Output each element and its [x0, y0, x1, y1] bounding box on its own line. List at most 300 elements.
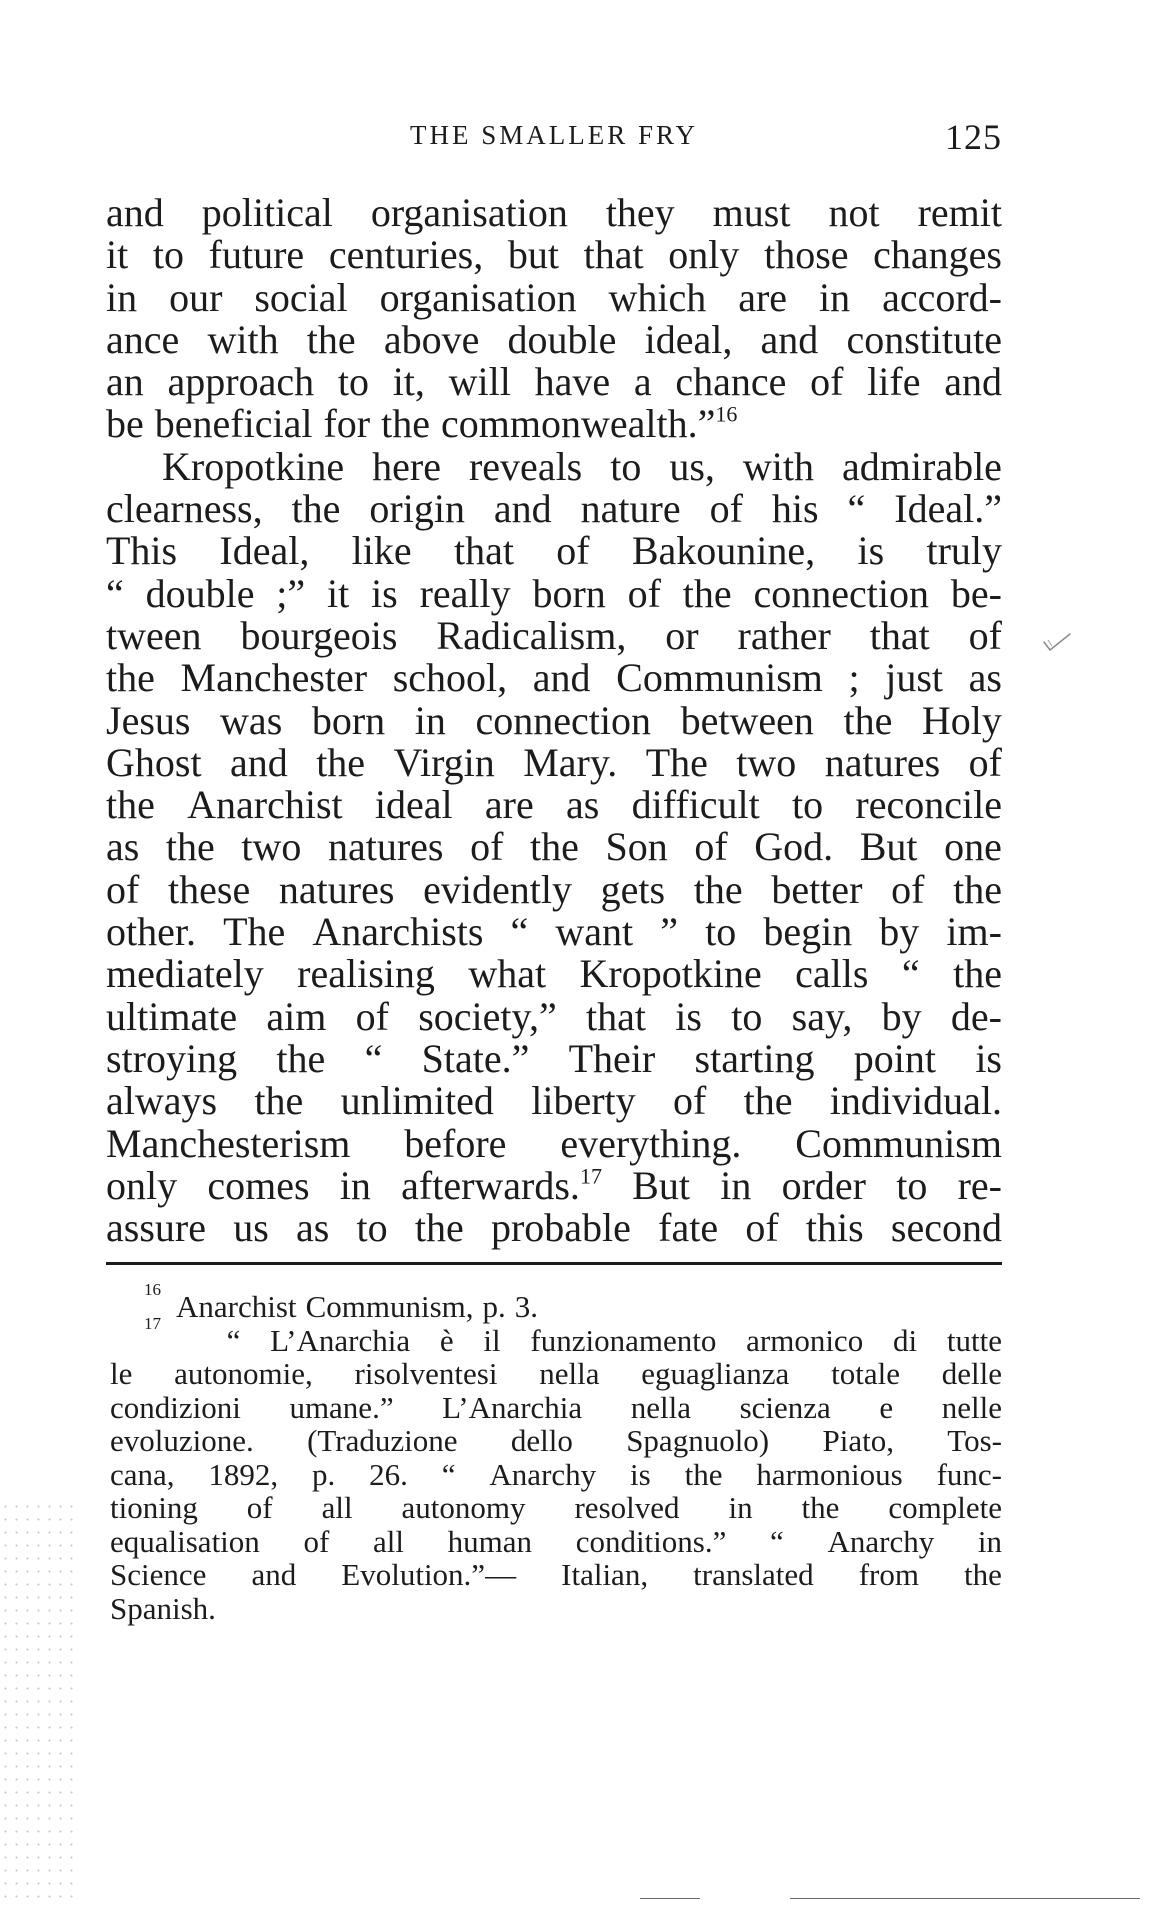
word: origin: [369, 486, 465, 532]
word: Ghost: [106, 739, 202, 785]
word: constitute: [846, 316, 1002, 362]
word: scienza: [739, 1389, 831, 1425]
word: one: [944, 824, 1002, 870]
word: double: [507, 316, 617, 362]
page-edge-speckle: [0, 1500, 80, 1900]
word: future: [208, 232, 305, 278]
word: organisation: [379, 274, 577, 320]
word: Manchester: [180, 655, 368, 701]
word: life: [867, 359, 921, 405]
word: translated: [693, 1557, 814, 1592]
word: But: [632, 1162, 690, 1208]
word: condizioni: [110, 1389, 241, 1425]
word: by: [879, 909, 920, 955]
word: individual.: [829, 1078, 1002, 1124]
word: ideal: [374, 782, 453, 828]
word: Bakounine,: [631, 528, 816, 574]
word: “: [364, 1035, 383, 1081]
word: all: [321, 1490, 353, 1525]
word: will: [448, 359, 511, 405]
word: above: [383, 316, 480, 362]
word: us,: [669, 443, 715, 489]
word: Jesus: [106, 697, 191, 743]
word: the: [254, 1078, 304, 1124]
word: equalisation: [110, 1523, 260, 1559]
word: was: [220, 697, 283, 743]
word: risolventesi: [354, 1356, 498, 1391]
footnote-line: [110, 1491, 1002, 1525]
word: But: [859, 824, 918, 870]
word: L’Anarchia: [442, 1389, 583, 1425]
body-line: [106, 1035, 1002, 1081]
word: have: [534, 359, 611, 405]
word: harmonious: [756, 1456, 903, 1492]
word: Kropotkine: [162, 443, 345, 489]
word: de-: [950, 993, 1002, 1039]
word: political: [201, 190, 333, 235]
word: in: [720, 1162, 752, 1208]
word: natures: [327, 824, 444, 870]
word: as: [566, 782, 600, 828]
word: of: [745, 1205, 779, 1251]
word: connection: [475, 697, 651, 743]
word: born: [532, 570, 606, 616]
word: nella: [539, 1356, 600, 1391]
body-line: [106, 1080, 1002, 1122]
word: umane.”: [289, 1389, 394, 1425]
body-line: [106, 1162, 1002, 1208]
word: of: [627, 570, 661, 616]
footnote-line: [110, 1357, 1002, 1391]
word: the: [106, 655, 155, 701]
word: e: [879, 1389, 894, 1425]
word: eguaglianza: [641, 1356, 790, 1391]
word: be: [106, 401, 144, 447]
word: to: [356, 1205, 388, 1251]
word: ideal,: [644, 316, 733, 362]
word: those: [764, 232, 849, 278]
word: Evolution.”—: [341, 1557, 517, 1592]
word: L’Anarchia: [270, 1322, 411, 1358]
word: Anarchist: [176, 1289, 297, 1324]
word: (Traduzione: [307, 1423, 458, 1458]
word: unlimited: [340, 1078, 494, 1124]
word: like: [351, 528, 412, 574]
word: all: [372, 1523, 404, 1559]
word: between: [680, 697, 814, 743]
word: is: [857, 528, 885, 574]
word: Their: [568, 1035, 656, 1081]
word: “: [901, 951, 920, 997]
word: and: [230, 739, 288, 785]
word: they: [605, 190, 675, 235]
word: of: [246, 1490, 273, 1525]
word: Mary.: [523, 739, 618, 785]
word: commonwealth.”$^{16}$: [440, 401, 738, 447]
word: “: [770, 1523, 784, 1559]
word: of: [694, 824, 728, 870]
word: the: [276, 1035, 326, 1081]
word: evidently: [423, 866, 572, 912]
word: really: [419, 570, 511, 616]
word: Holy: [921, 697, 1002, 743]
word: remit: [917, 190, 1002, 235]
word: just: [885, 655, 944, 701]
word: which: [608, 274, 707, 320]
word: other.: [106, 909, 196, 955]
word: and: [106, 190, 164, 235]
running-head: THE SMALLER FRY: [409, 120, 699, 150]
word: that: [453, 528, 514, 574]
word: or: [665, 612, 699, 658]
word: born: [311, 697, 386, 743]
footnote-line: [110, 1313, 1002, 1358]
word: in: [106, 274, 138, 320]
word: beneficial: [154, 401, 313, 447]
word: evoluzione.: [110, 1423, 254, 1458]
word: tioning: [110, 1490, 198, 1525]
word: for: [323, 401, 371, 447]
bottom-edge-line: [790, 1898, 1140, 1899]
word: the: [684, 1456, 723, 1492]
word: are: [738, 274, 788, 320]
footnote-line: [110, 1280, 1002, 1324]
word: func-: [936, 1456, 1002, 1492]
word: ance: [106, 316, 180, 362]
body-line: [106, 361, 1002, 403]
word: ;”: [276, 570, 306, 616]
body-line: [106, 697, 1002, 743]
word: better: [771, 866, 863, 912]
word: not: [828, 190, 880, 235]
word: cana,: [110, 1456, 175, 1492]
word: here: [372, 443, 441, 489]
word: centuries,: [328, 232, 484, 278]
word: gets: [600, 866, 666, 912]
word: re-: [957, 1162, 1002, 1208]
word: before: [404, 1120, 507, 1166]
word: conditions.”: [575, 1523, 727, 1559]
word: in: [977, 1523, 1002, 1559]
word: Spagnuolo): [626, 1423, 770, 1458]
word: “: [510, 909, 529, 955]
body-line: [106, 274, 1002, 320]
word: begin: [763, 909, 853, 955]
body-line: [106, 316, 1002, 362]
word: Tos-: [947, 1423, 1002, 1458]
page-header: [106, 116, 1002, 156]
word: complete: [888, 1490, 1002, 1525]
body-text: [106, 192, 1002, 1249]
word: nella: [630, 1389, 691, 1425]
word: everything.: [560, 1120, 742, 1166]
body-line: [106, 1120, 1002, 1166]
word: social: [254, 274, 348, 320]
word: Radicalism,: [436, 612, 627, 658]
word: connection: [753, 570, 929, 616]
word: in: [819, 274, 851, 320]
word: 1892,: [208, 1456, 279, 1492]
footnotes: [110, 1280, 1002, 1626]
word: in: [728, 1490, 753, 1525]
word: This: [106, 528, 178, 574]
word: armonico: [746, 1322, 864, 1358]
word: our: [169, 274, 223, 320]
word: that: [583, 232, 644, 278]
word: nelle: [941, 1389, 1002, 1425]
word: society,”: [418, 993, 557, 1039]
word: Anarchy: [827, 1523, 935, 1559]
word: autonomy: [401, 1490, 526, 1525]
word: want: [555, 909, 634, 955]
word: im-: [946, 909, 1002, 955]
footnote-line: [110, 1592, 1002, 1626]
word: of: [968, 739, 1002, 785]
word: and: [944, 359, 1002, 405]
word: Ideal.”: [894, 486, 1002, 532]
word: the: [316, 739, 366, 785]
word: tutte: [946, 1322, 1002, 1358]
word: Manchesterism: [106, 1120, 351, 1166]
footnote-rule: [106, 1262, 1002, 1265]
word: p.: [482, 1289, 506, 1324]
word: Italian,: [561, 1557, 649, 1592]
word: human: [447, 1523, 533, 1559]
word: what: [468, 951, 547, 997]
word: as: [295, 1205, 330, 1251]
word: accord-: [882, 274, 1002, 320]
word: di: [892, 1322, 918, 1358]
footnote-line: [110, 1525, 1002, 1559]
word: be-: [950, 570, 1002, 616]
word: Ideal,: [219, 528, 310, 574]
word: the: [843, 697, 893, 743]
word: double: [145, 570, 255, 616]
word: with: [207, 316, 279, 362]
body-line: [106, 784, 1002, 826]
word: that: [585, 993, 646, 1039]
word: bourgeois: [240, 612, 398, 658]
word: liberty: [531, 1078, 636, 1124]
word: ”: [660, 909, 679, 955]
word: totale: [831, 1356, 900, 1391]
word: funzionamento: [530, 1322, 717, 1358]
word: Kropotkine: [579, 951, 762, 997]
word: approach: [167, 359, 315, 405]
word: ;: [848, 655, 860, 701]
word: of: [709, 486, 743, 532]
word: this: [805, 1205, 864, 1251]
body-line: [106, 403, 1002, 445]
word: it,: [392, 359, 425, 405]
body-line: [106, 443, 1002, 489]
word: and: [760, 316, 819, 362]
word: The: [645, 739, 708, 785]
word: of: [355, 993, 389, 1039]
word: is: [371, 570, 398, 616]
word: to: [337, 359, 369, 405]
word: starting: [694, 1035, 815, 1081]
word: delle: [941, 1356, 1002, 1391]
word: “: [441, 1456, 456, 1492]
body-line: [106, 530, 1002, 572]
word: “: [106, 570, 124, 616]
word: rather: [737, 612, 831, 658]
footnote-marker: 17: [144, 1313, 162, 1333]
word: comes: [207, 1162, 310, 1208]
word: and: [493, 486, 552, 532]
word: by: [881, 993, 922, 1039]
word: il: [483, 1322, 501, 1358]
word: of: [470, 824, 504, 870]
word: the: [106, 782, 155, 828]
word: always: [106, 1078, 218, 1124]
word: second: [890, 1205, 1002, 1251]
word: the: [414, 1205, 464, 1251]
word: of: [810, 359, 844, 405]
word: God.: [754, 824, 834, 870]
word: organisation: [370, 190, 568, 235]
word: in: [414, 697, 446, 743]
word: Anarchy: [489, 1456, 597, 1492]
word: fate: [658, 1205, 719, 1251]
word: of: [303, 1523, 330, 1559]
body-line: [106, 953, 1002, 995]
word: difficult: [631, 782, 760, 828]
footnote-reference: 17: [579, 1163, 602, 1189]
word: mediately: [106, 951, 264, 997]
word: resolved: [574, 1490, 680, 1525]
footnote-reference: 16: [715, 402, 738, 428]
word: clearness,: [106, 486, 263, 532]
word: Piato,: [822, 1423, 894, 1458]
word: reconcile: [855, 782, 1002, 828]
word: probable: [490, 1205, 631, 1251]
body-line: [106, 739, 1002, 785]
body-line: [106, 1207, 1002, 1249]
word: it: [327, 570, 350, 616]
word: Virgin: [393, 739, 495, 785]
word: say,: [791, 993, 853, 1039]
footnote-line: [110, 1424, 1002, 1458]
body-line: [106, 192, 1002, 234]
body-line: [106, 911, 1002, 953]
word: an: [106, 359, 144, 405]
word: Son: [605, 824, 668, 870]
word: only: [106, 1162, 178, 1208]
word: le: [110, 1356, 133, 1391]
word: his: [771, 486, 819, 532]
word: as: [106, 824, 140, 870]
word: Communism,: [305, 1289, 474, 1324]
word: the: [291, 486, 341, 532]
word: aim: [266, 993, 327, 1039]
word: tween: [106, 612, 202, 658]
word: Anarchists: [312, 909, 484, 955]
word: with: [742, 443, 815, 489]
word: the: [165, 824, 215, 870]
word: Communism: [616, 655, 823, 701]
word: the: [964, 1557, 1002, 1592]
word: of: [672, 1078, 707, 1124]
word: the: [953, 951, 1002, 997]
bottom-edge-line: [640, 1898, 700, 1899]
word: “: [847, 486, 866, 532]
word: natures: [278, 866, 395, 912]
body-line: [106, 826, 1002, 868]
word: point: [853, 1035, 937, 1081]
word: p.: [312, 1456, 336, 1492]
word: must: [712, 190, 791, 235]
word: dello: [510, 1423, 573, 1458]
word: it: [106, 232, 129, 278]
footnote-marker: 16: [144, 1280, 162, 1299]
word: to: [705, 909, 737, 955]
word: changes: [873, 232, 1002, 278]
word: State.”: [421, 1035, 530, 1081]
word: that: [869, 612, 930, 658]
page-number: 125: [945, 117, 1002, 157]
word: realising: [297, 951, 435, 997]
word: truly: [926, 528, 1002, 574]
word: admirable: [842, 443, 1002, 489]
word: 26.: [369, 1456, 408, 1492]
word: only: [668, 232, 740, 278]
word: to: [792, 782, 824, 828]
word: school,: [392, 655, 508, 701]
word: the: [801, 1490, 840, 1525]
body-line: [106, 657, 1002, 699]
pencil-check-mark-icon: [1040, 628, 1080, 658]
word: is: [675, 993, 702, 1039]
word: chance: [675, 359, 787, 405]
word: Spanish.: [110, 1590, 216, 1626]
word: of: [556, 528, 590, 574]
word: to: [731, 993, 763, 1039]
body-line: [106, 866, 1002, 912]
word: the: [381, 401, 430, 447]
word: of: [968, 612, 1002, 658]
word: Science: [110, 1557, 207, 1592]
word: nature: [580, 486, 681, 532]
word: these: [168, 866, 251, 912]
word: of: [891, 866, 925, 912]
word: natures: [824, 739, 941, 785]
word: Anarchist: [187, 782, 343, 828]
word: two: [736, 739, 797, 785]
word: the: [530, 824, 579, 870]
word: 3.: [514, 1289, 539, 1324]
word: the: [743, 1078, 793, 1124]
word: to: [610, 443, 642, 489]
word: calls: [795, 951, 869, 997]
word: stroying: [106, 1035, 238, 1081]
body-line: [106, 488, 1002, 530]
word: us: [233, 1205, 269, 1251]
footnote-line: [110, 1458, 1002, 1492]
word: from: [858, 1557, 919, 1592]
word: are: [484, 782, 534, 828]
word: assure: [106, 1205, 206, 1251]
footnote-line: [110, 1558, 1002, 1592]
word: the: [682, 570, 732, 616]
word: and: [251, 1557, 297, 1592]
word: of: [106, 866, 140, 912]
word: is: [630, 1456, 651, 1492]
word: ultimate: [106, 993, 238, 1039]
body-line: [106, 234, 1002, 276]
word: as: [968, 655, 1002, 701]
